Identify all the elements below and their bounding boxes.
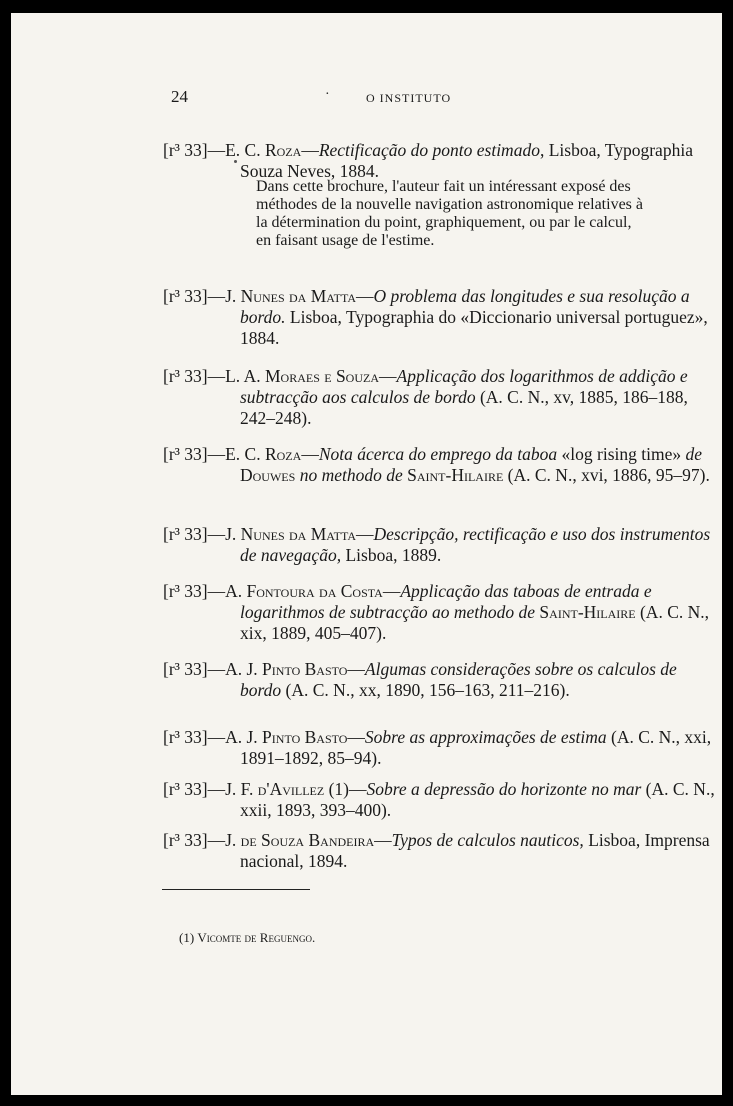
entry-author: J. de Souza Bandeira <box>225 830 375 850</box>
footnote <box>179 930 315 946</box>
entry-author: E. C. Roza <box>225 444 302 464</box>
entry-details: (A. C. N., xv, 1885, 186–188, 242–248). <box>240 387 688 428</box>
entry-details: (A. C. N., xxi, 1891–1892, 85–94). <box>240 727 712 768</box>
journal-title: O INSTITUTO <box>366 91 452 105</box>
entry-details: Lisboa, Typographia do «Diccionario universal portuguez», 1884. <box>240 307 708 348</box>
entry-code: [r³ 33] <box>163 524 208 544</box>
entry-code: [r³ 33] <box>163 444 208 464</box>
entry-author: L. A. Moraes e Souza <box>225 366 380 386</box>
bibliography-entry: [r³ 33]—E. C. Roza—Nota ácerca do emprego da taboa «log rising time» de Douwes no methodo de Saint-Hilaire (A. C. N., xvi, 1886, 95–97). <box>163 444 710 485</box>
running-head <box>11 87 722 107</box>
entry-details: (A. C. N., xvi, 1886, 95–97). <box>503 465 710 485</box>
bibliography-entry: [r³ 33]—J. de Souza Bandeira—Typos de calculos nauticos, Lisboa, Imprensa nacional, 1894. <box>163 830 710 871</box>
entry-author: E. C. Roza <box>225 140 302 160</box>
entry-details: (A. C. N., xix, 1889, 405–407). <box>240 602 710 643</box>
entry-code: [r³ 33] <box>163 659 208 679</box>
footnote-rule <box>162 889 310 890</box>
entry-author: A. J. Pinto Basto <box>225 727 348 747</box>
entry-code: [r³ 33] <box>163 286 208 306</box>
entry-author: Saint-Hilaire <box>535 602 636 622</box>
entry-details: , Lisboa, Typographia Souza Neves, 1884. <box>240 140 693 181</box>
entry-code: [r³ 33] <box>163 140 208 160</box>
entry-details: (A. C. N., xx, 1890, 156–163, 211–216). <box>281 680 570 700</box>
entry-title: Typos de calculos nauticos, <box>391 830 584 850</box>
entry-annotation: Dans cette brochure, l'auteur fait un intéressant exposé des méthodes de la nouvelle navigation astronomique relatives à la détermination du point, graphiquement, ou par le calcul, en faisant usage de l'estime. <box>256 178 643 249</box>
entry-title: Algumas considerações sobre os calculos de bordo <box>240 659 677 700</box>
bibliography-entry: [r³ 33]—J. Nunes da Matta—O problema das longitudes e sua resolução a bordo. Lisboa, Typographia do «Diccionario universal portuguez», 1884. <box>163 286 708 348</box>
footnote-reference: (1) <box>324 779 349 799</box>
entry-title: Applicação das taboas de entrada e logarithmos de subtracção ao methodo de <box>240 581 652 622</box>
entry-code: [r³ 33] <box>163 581 208 601</box>
bibliography-entry: [r³ 33]—A. J. Pinto Basto—Algumas considerações sobre os calculos de bordo (A. C. N., xx, 1890, 156–163, 211–216). <box>163 659 677 700</box>
entry-title: Sobre as approximações de estima <box>364 727 607 747</box>
bibliography-entry: [r³ 33]—J. F. d'Avillez (1)—Sobre a depressão do horizonte no mar (A. C. N., xxii, 1893, 393–400). <box>163 779 715 820</box>
entry-author: J. Nunes da Matta <box>225 524 356 544</box>
entry-details: (A. C. N., xxii, 1893, 393–400). <box>240 779 715 820</box>
scanned-page <box>11 13 722 1095</box>
entry-author: A. Fontoura da Costa <box>225 581 383 601</box>
entry-author: J. F. d'Avillez <box>225 779 325 799</box>
entry-author: Saint-Hilaire <box>402 465 504 485</box>
entry-title: Applicação dos logarithmos de addição e subtracção aos calculos de bordo <box>240 366 688 407</box>
entry-title: Nota ácerca do emprego da taboa <box>318 444 558 464</box>
entry-quoted-term: «log rising time» <box>557 444 686 464</box>
entry-code: [r³ 33] <box>163 727 208 747</box>
entry-author: J. Nunes da Matta <box>225 286 356 306</box>
bibliography-entry: [r³ 33]—A. J. Pinto Basto—Sobre as approximações de estima (A. C. N., xxi, 1891–1892, 85–94). <box>163 727 712 768</box>
entry-details: Lisboa, Imprensa nacional, 1894. <box>240 830 710 871</box>
entry-code: [r³ 33] <box>163 779 208 799</box>
entry-author: Douwes <box>240 465 300 485</box>
page-number: 24 <box>171 87 188 106</box>
bibliography-entry: [r³ 33]—E. C. Roza—Rectificação do ponto estimado, Lisboa, Typographia Souza Neves, 1884. <box>163 140 693 181</box>
bibliography-entry: [r³ 33]—A. Fontoura da Costa—Applicação das taboas de entrada e logarithmos de subtracção ao methodo de Saint-Hilaire (A. C. N., xix, 1889, 405–407). <box>163 581 710 643</box>
head-separator: · <box>325 87 330 102</box>
entry-code: [r³ 33] <box>163 366 208 386</box>
entry-title: Descripção, rectificação e uso dos instrumentos de navegação, <box>240 524 711 565</box>
bibliography-entry: [r³ 33]—J. Nunes da Matta—Descripção, rectificação e uso dos instrumentos de navegação, Lisboa, 1889. <box>163 524 711 565</box>
bibliography-entry: [r³ 33]—L. A. Moraes e Souza—Applicação dos logarithmos de addição e subtracção aos calculos de bordo (A. C. N., xv, 1885, 186–188, 242–248). <box>163 366 688 428</box>
entry-code: [r³ 33] <box>163 830 208 850</box>
footnote-text: Vicomte de Reguengo. <box>197 930 316 945</box>
entry-author: A. J. Pinto Basto <box>225 659 348 679</box>
entry-title: O problema das longitudes e sua resolução a bordo. <box>240 286 690 327</box>
entry-details: Lisboa, 1889. <box>341 545 442 565</box>
print-blemish <box>234 160 237 163</box>
entry-title: Rectificação do ponto estimado <box>318 140 540 160</box>
footnote-marker: (1) <box>179 930 195 945</box>
entry-title: Sobre a depressão do horizonte no mar <box>366 779 642 799</box>
